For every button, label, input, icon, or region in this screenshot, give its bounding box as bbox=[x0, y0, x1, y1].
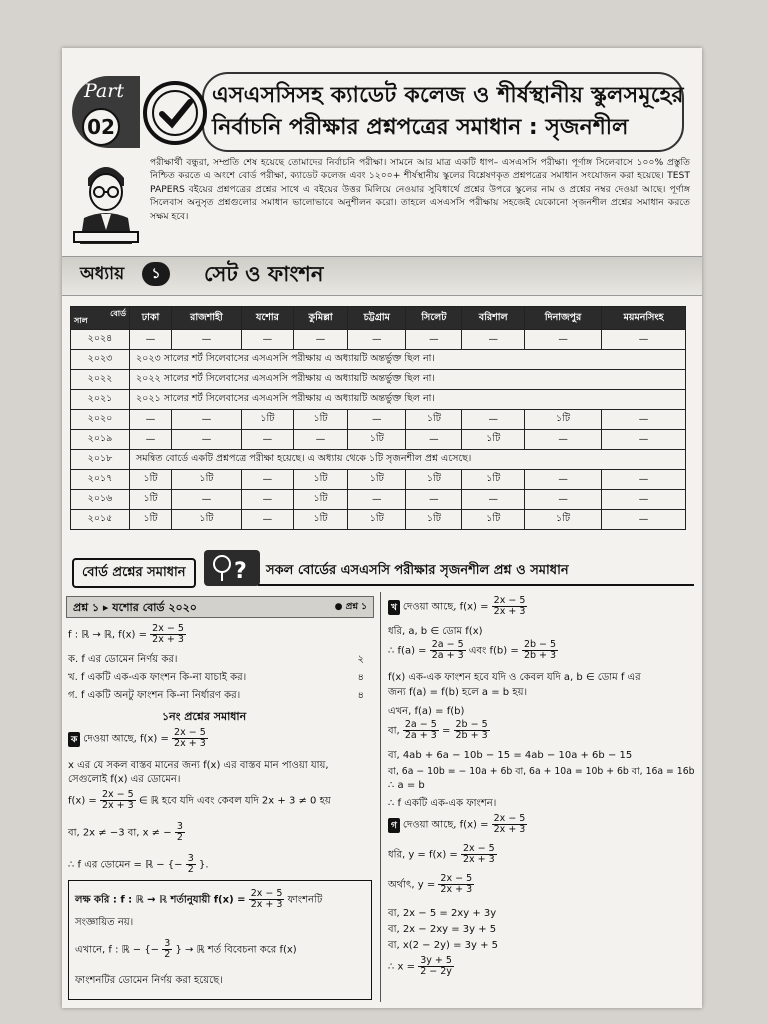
count-cell: — bbox=[241, 470, 293, 490]
text: ফাংশনটি bbox=[287, 894, 323, 906]
answer-kha-badge: খ bbox=[388, 600, 400, 615]
count-cell: — bbox=[130, 430, 172, 450]
count-cell: — bbox=[348, 490, 406, 510]
answer-ka-line4 bbox=[68, 822, 185, 843]
answer-ga-line5: বা, x(2 − 2y) = 3y + 5 bbox=[388, 940, 499, 951]
question-header bbox=[66, 596, 374, 618]
count-cell: ১টি bbox=[130, 470, 172, 490]
numerator: 3 bbox=[187, 853, 194, 864]
table-row bbox=[71, 430, 686, 450]
fraction bbox=[186, 854, 196, 875]
count-cell: — bbox=[525, 430, 602, 450]
count-cell: — bbox=[462, 330, 525, 350]
answer-ka-line2: সেগুলোই f(x) এর ডোমেন। bbox=[68, 774, 181, 785]
count-cell: — bbox=[171, 430, 241, 450]
count-cell: — bbox=[525, 330, 602, 350]
text: বা, 2x ≠ −3 বা, x ≠ − bbox=[68, 827, 172, 839]
fraction bbox=[454, 720, 490, 741]
numerator: 3 bbox=[164, 938, 171, 949]
numerator: 3y + 5 bbox=[420, 955, 452, 966]
denominator: 2x + 3 bbox=[462, 854, 495, 865]
answer-ka-line1: x এর যে সকল বাস্তব মানের জন্য f(x) এর বাস্তব মান পাওয়া যায়, bbox=[68, 760, 329, 771]
student-avatar-icon bbox=[70, 158, 142, 246]
table-row bbox=[71, 510, 686, 530]
intro-paragraph: পরীক্ষার্থী বন্ধুরা, সম্প্রতি শেষ হয়েছে তোমাদের নির্বাচনি পরীক্ষা। সামনে আর মাত্র একটি ধাপ– এসএসসি পরীক্ষা। পূর্ণাঙ্গ সিলেবাসে ১০০% প্রস্তুতি নিশ্চিত করতে এ অংশে বোর্ড পরীক্ষা, ক্যাডেট কলেজ এবং ১২০০+ শীর্ষস্থানীয় স্কুলের বিশ্লেষণকৃত প্রশ্নপত্রের সমাধান সংযোজন করা হয়েছে। TEST PAPERS বইয়ের প্রশ্নপত্রের প্রশ্নের সাথে এ বইয়ের উত্তর মিলিয়ে নেওয়ার সুবিধার্থে প্রশ্নের উপরে স্কুলের নাম ও প্রশ্নের নম্বর দেওয়া আছে। পূর্ণাঙ্গ সিলেবাস অনুসৃত প্রশ্নগুলোর সমাধান ভালোভাবে অনুশীলন করো। তাহলে এসএসসি পরীক্ষায় সহজেই যেকোনো সৃজনশীল প্রশ্নের সমাধান করতে সক্ষম হবে। bbox=[150, 157, 690, 222]
board-header: ঢাকা bbox=[130, 307, 172, 330]
table-row bbox=[71, 410, 686, 430]
year-note-cell: ২০২১ সালের শর্ট সিলেবাসের এসএসসি পরীক্ষায় এ অধ্যায়টি অন্তর্ভুক্ত ছিল না। bbox=[130, 390, 686, 410]
fraction bbox=[418, 956, 454, 977]
count-cell: — bbox=[171, 410, 241, 430]
answer-kha-line3: f(x) এক-এক ফাংশন হবে যদি ও কেবল যদি a, b ∈ ডোম f এর bbox=[388, 672, 641, 683]
count-cell: ১টি bbox=[293, 410, 347, 430]
note-line2: সংজ্ঞায়িত নয়। bbox=[75, 917, 134, 928]
fraction bbox=[430, 640, 466, 661]
count-cell: — bbox=[525, 490, 602, 510]
denominator: 2 bbox=[187, 864, 194, 875]
answer-ga-line1 bbox=[388, 844, 497, 865]
count-cell: — bbox=[130, 330, 172, 350]
count-cell: ১টি bbox=[171, 470, 241, 490]
denominator: 2a + 3 bbox=[404, 730, 437, 741]
fraction bbox=[522, 640, 558, 661]
note-line3 bbox=[75, 939, 297, 960]
fraction bbox=[175, 822, 185, 843]
text: ∴ x = bbox=[388, 961, 416, 973]
numerator: 2b − 5 bbox=[523, 639, 557, 650]
note-box bbox=[68, 880, 372, 1000]
question-stem bbox=[68, 624, 186, 645]
denominator: 2x + 3 bbox=[174, 738, 206, 749]
answer-ga-given bbox=[388, 814, 527, 835]
answer-ka-badge: ক bbox=[68, 732, 80, 747]
table-row bbox=[71, 450, 686, 470]
count-cell: — bbox=[406, 330, 462, 350]
count-cell: — bbox=[462, 410, 525, 430]
answer-kha-line10: ∴ f একটি এক-এক ফাংশন। bbox=[388, 798, 497, 809]
chapter-number: ১ bbox=[142, 262, 170, 286]
board-header: কুমিল্লা bbox=[293, 307, 347, 330]
numerator: 2x − 5 bbox=[440, 873, 473, 884]
question-idea-icon bbox=[202, 548, 262, 588]
table-row bbox=[71, 350, 686, 370]
board-exam-table bbox=[70, 306, 686, 530]
solution-title: ১নং প্রশ্নের সমাধান bbox=[162, 710, 247, 723]
count-cell: ১টি bbox=[293, 470, 347, 490]
question-source: প্রশ্ন ১ ▸ যশোর বোর্ড ২০২০ bbox=[73, 601, 197, 614]
year-cell: ২০১৬ bbox=[71, 490, 130, 510]
chapter-name: সেট ও ফাংশন bbox=[204, 262, 324, 286]
year-note-cell: সমন্বিত বোর্ডে একটি প্রশ্নপত্রে পরীক্ষা হয়েছে। এ অধ্যায় থেকে ১টি সৃজনশীল প্রশ্ন এসেছে। bbox=[130, 450, 686, 470]
count-cell: ১টি bbox=[406, 470, 462, 490]
count-cell: — bbox=[525, 470, 602, 490]
count-cell: ১টি bbox=[348, 510, 406, 530]
text: বা, bbox=[388, 725, 400, 737]
part-label: Part bbox=[84, 80, 124, 102]
part-text: ক. f এর ডোমেন নির্ণয় কর। bbox=[68, 654, 178, 665]
page bbox=[62, 48, 702, 1008]
given-text: দেওয়া আছে, f(x) = bbox=[402, 819, 489, 831]
count-cell: ১টি bbox=[241, 410, 293, 430]
answer-kha-line5: এখন, f(a) = f(b) bbox=[388, 706, 465, 717]
stem-fraction bbox=[150, 624, 186, 645]
numerator: 2x − 5 bbox=[174, 727, 206, 738]
stem-denominator: 2x + 3 bbox=[152, 634, 184, 645]
column-divider bbox=[380, 592, 381, 1002]
part-text: গ. f একটি অনটু ফাংশন কি-না নির্ধারণ কর। bbox=[68, 690, 241, 701]
question-part-ka bbox=[68, 652, 368, 669]
answer-ga-line4: বা, 2x − 2xy = 3y + 5 bbox=[388, 924, 497, 935]
year-cell: ২০২২ bbox=[71, 370, 130, 390]
year-cell: ২০১৭ bbox=[71, 470, 130, 490]
text: } → ℝ শর্ত বিবেচনা করে f(x) bbox=[175, 944, 297, 956]
count-cell: ১টি bbox=[462, 510, 525, 530]
table-header-row bbox=[71, 307, 686, 330]
text: ∴ f এর ডোমেন = ℝ − {− bbox=[68, 859, 183, 871]
board-header: বরিশাল bbox=[462, 307, 525, 330]
numerator: 3 bbox=[176, 821, 183, 832]
count-cell: — bbox=[406, 430, 462, 450]
answer-kha-line2 bbox=[388, 640, 558, 661]
corner-board-label: বোর্ড bbox=[110, 309, 126, 318]
answer-ga-badge: গ bbox=[388, 818, 400, 833]
count-cell: — bbox=[602, 430, 686, 450]
count-cell: ১টি bbox=[406, 510, 462, 530]
count-cell: ১টি bbox=[525, 410, 602, 430]
denominator: 2a + 3 bbox=[431, 650, 464, 661]
text: লক্ষ করি : f : ℝ → ℝ শর্তানুযায়ী f(x) = bbox=[75, 894, 246, 906]
note-line1 bbox=[75, 889, 322, 910]
answer-kha-line9: ∴ a = b bbox=[388, 780, 425, 791]
table-row bbox=[71, 390, 686, 410]
part-marks: ২ bbox=[357, 654, 364, 665]
denominator: 2 bbox=[176, 832, 183, 843]
board-header: সিলেট bbox=[406, 307, 462, 330]
fraction bbox=[438, 874, 474, 895]
page-title-line2: নির্বাচনি পরীক্ষার প্রশ্নপত্রের সমাধান : সৃজনশীল bbox=[212, 115, 629, 140]
given-fraction bbox=[492, 596, 528, 617]
denominator: 2 − 2y bbox=[420, 966, 452, 977]
count-cell: — bbox=[602, 410, 686, 430]
count-cell: ১টি bbox=[171, 510, 241, 530]
count-cell: — bbox=[348, 330, 406, 350]
stem-text: f : ℝ → ℝ, f(x) = bbox=[68, 629, 147, 641]
text: ∈ ℝ হবে যদি এবং কেবল যদি 2x + 3 ≠ 0 হয় bbox=[138, 795, 331, 807]
answer-kha-line6: বা, $\frac{2a - 5}{2a + 3}$ = $\frac{2b - 5}{2b + 3}$ bbox=[388, 719, 488, 741]
count-cell: ১টি bbox=[348, 470, 406, 490]
numerator: 2x − 5 bbox=[462, 843, 495, 854]
count-cell: ১টি bbox=[293, 510, 347, 530]
count-cell: — bbox=[241, 490, 293, 510]
answer-ga-line2 bbox=[388, 874, 474, 895]
count-cell: ১টি bbox=[348, 430, 406, 450]
numerator: 2a − 5 bbox=[431, 639, 464, 650]
denominator: 2b + 3 bbox=[455, 730, 488, 741]
count-cell: — bbox=[171, 330, 241, 350]
year-cell: ২০২৩ bbox=[71, 350, 130, 370]
count-cell: — bbox=[602, 330, 686, 350]
count-cell: ১টি bbox=[130, 510, 172, 530]
question-part-kha bbox=[68, 670, 368, 687]
year-cell: ২০১৫ bbox=[71, 510, 130, 530]
board-header: ময়মনসিংহ bbox=[602, 307, 686, 330]
count-cell: — bbox=[462, 490, 525, 510]
table-row bbox=[71, 490, 686, 510]
numerator: 2a − 5 bbox=[404, 719, 437, 730]
table-corner-cell bbox=[71, 307, 130, 330]
year-cell: ২০১৯ bbox=[71, 430, 130, 450]
count-cell: ১টি bbox=[130, 490, 172, 510]
chapter-label: অধ্যায় bbox=[80, 264, 125, 284]
denominator: 2x + 3 bbox=[250, 899, 283, 910]
count-cell: — bbox=[241, 430, 293, 450]
count-cell: ১টি bbox=[406, 410, 462, 430]
numerator: 2x − 5 bbox=[102, 789, 134, 800]
denominator: 2x + 3 bbox=[493, 606, 526, 617]
count-cell: — bbox=[171, 490, 241, 510]
given-text: দেওয়া আছে, f(x) = bbox=[83, 733, 169, 745]
answer-ga-line3: বা, 2x − 5 = 2xy + 3y bbox=[388, 908, 497, 919]
count-cell: — bbox=[406, 490, 462, 510]
year-cell: ২০২১ bbox=[71, 390, 130, 410]
count-cell: — bbox=[602, 510, 686, 530]
answer-ga-line6 bbox=[388, 956, 454, 977]
year-cell: ২০১৮ bbox=[71, 450, 130, 470]
denominator: 2x + 3 bbox=[102, 800, 134, 811]
count-cell: ১টি bbox=[293, 490, 347, 510]
text: ∴ f(a) = bbox=[388, 645, 427, 657]
count-cell: — bbox=[293, 430, 347, 450]
count-cell: ১টি bbox=[462, 430, 525, 450]
answer-ka-domain bbox=[68, 854, 209, 875]
question-part-ga bbox=[68, 688, 368, 705]
part-text: খ. f একটি এক-এক ফাংশন কি-না যাচাই কর। bbox=[68, 672, 247, 683]
table-row bbox=[71, 470, 686, 490]
answer-kha-line8: বা, 6a − 10b = − 10a + 6b বা, 6a + 10a = 10b + 6b বা, 16a = 16b bbox=[388, 766, 695, 777]
text: }. bbox=[198, 859, 209, 871]
board-header: চট্টগ্রাম bbox=[348, 307, 406, 330]
answer-kha-given bbox=[388, 596, 527, 617]
given-text: দেওয়া আছে, f(x) = bbox=[402, 601, 489, 613]
given-fraction bbox=[172, 728, 208, 749]
numerator: 2x − 5 bbox=[250, 888, 283, 899]
fraction bbox=[249, 889, 285, 910]
part-marks: ৪ bbox=[357, 690, 364, 701]
svg-text:?: ? bbox=[234, 559, 247, 584]
board-header: দিনাজপুর bbox=[525, 307, 602, 330]
all-board-section-title: সকল বোর্ডের এসএসসি পরীক্ষার সৃজনশীল প্রশ্ন ও সমাধান bbox=[258, 558, 694, 586]
board-header: রাজশাহী bbox=[171, 307, 241, 330]
count-cell: — bbox=[602, 470, 686, 490]
answer-ka-given bbox=[68, 728, 208, 749]
count-cell: — bbox=[130, 410, 172, 430]
part-marks: ৪ bbox=[357, 672, 364, 683]
answer-kha-line1: ধরি, a, b ∈ ডোম f(x) bbox=[388, 626, 483, 637]
table-row bbox=[71, 330, 686, 350]
count-cell: — bbox=[602, 490, 686, 510]
given-fraction bbox=[492, 814, 528, 835]
count-cell: — bbox=[293, 330, 347, 350]
text: এবং f(b) = bbox=[468, 645, 519, 657]
fraction bbox=[162, 939, 172, 960]
board-header: যশোর bbox=[241, 307, 293, 330]
denominator: 2b + 3 bbox=[523, 650, 557, 661]
fraction bbox=[100, 790, 136, 811]
count-cell: — bbox=[241, 510, 293, 530]
fraction bbox=[461, 844, 497, 865]
text: ধরি, y = f(x) = bbox=[388, 849, 458, 861]
numerator: 2x − 5 bbox=[493, 595, 526, 606]
table-row bbox=[71, 370, 686, 390]
fraction bbox=[403, 720, 439, 741]
count-cell: ১টি bbox=[462, 470, 525, 490]
numerator: 2x − 5 bbox=[493, 813, 526, 824]
corner-year-label: সাল bbox=[74, 316, 88, 325]
answer-kha-line7: বা, 4ab + 6a − 10b − 15 = 4ab − 10a + 6b − 15 bbox=[388, 750, 633, 761]
question-number-tag: ● প্রশ্ন ১ bbox=[334, 602, 367, 612]
text: এখানে, f : ℝ − {− bbox=[75, 944, 160, 956]
text: f(x) = bbox=[68, 795, 97, 807]
denominator: 2 bbox=[164, 949, 171, 960]
answer-kha-line4: জন্য f(a) = f(b) হলে a = b হয়। bbox=[388, 687, 528, 698]
note-line4: ফাংশনটির ডোমেন নির্ণয় করা হয়েছে। bbox=[75, 975, 223, 986]
denominator: 2x + 3 bbox=[493, 824, 526, 835]
part-number: 02 bbox=[82, 108, 120, 146]
denominator: 2x + 3 bbox=[440, 884, 473, 895]
year-note-cell: ২০২২ সালের শর্ট সিলেবাসের এসএসসি পরীক্ষায় এ অধ্যায়টি অন্তর্ভুক্ত ছিল না। bbox=[130, 370, 686, 390]
year-note-cell: ২০২৩ সালের শর্ট সিলেবাসের এসএসসি পরীক্ষায় এ অধ্যায়টি অন্তর্ভুক্ত ছিল না। bbox=[130, 350, 686, 370]
part-badge bbox=[72, 76, 140, 148]
text: অর্থাৎ, y = bbox=[388, 879, 436, 891]
year-cell: ২০২০ bbox=[71, 410, 130, 430]
numerator: 2b − 5 bbox=[455, 719, 488, 730]
answer-ka-line3 bbox=[68, 790, 331, 811]
count-cell: — bbox=[241, 330, 293, 350]
board-solution-label: বোর্ড প্রশ্নের সমাধান bbox=[72, 558, 196, 588]
year-cell: ২০২৪ bbox=[71, 330, 130, 350]
count-cell: — bbox=[348, 410, 406, 430]
count-cell: ১টি bbox=[525, 510, 602, 530]
checkmark-icon bbox=[142, 80, 208, 146]
stem-numerator: 2x − 5 bbox=[152, 623, 184, 634]
page-title-line1: এসএসসিসহ ক্যাডেট কলেজ ও শীর্ষস্থানীয় স্কুলসমূহের bbox=[212, 83, 684, 108]
